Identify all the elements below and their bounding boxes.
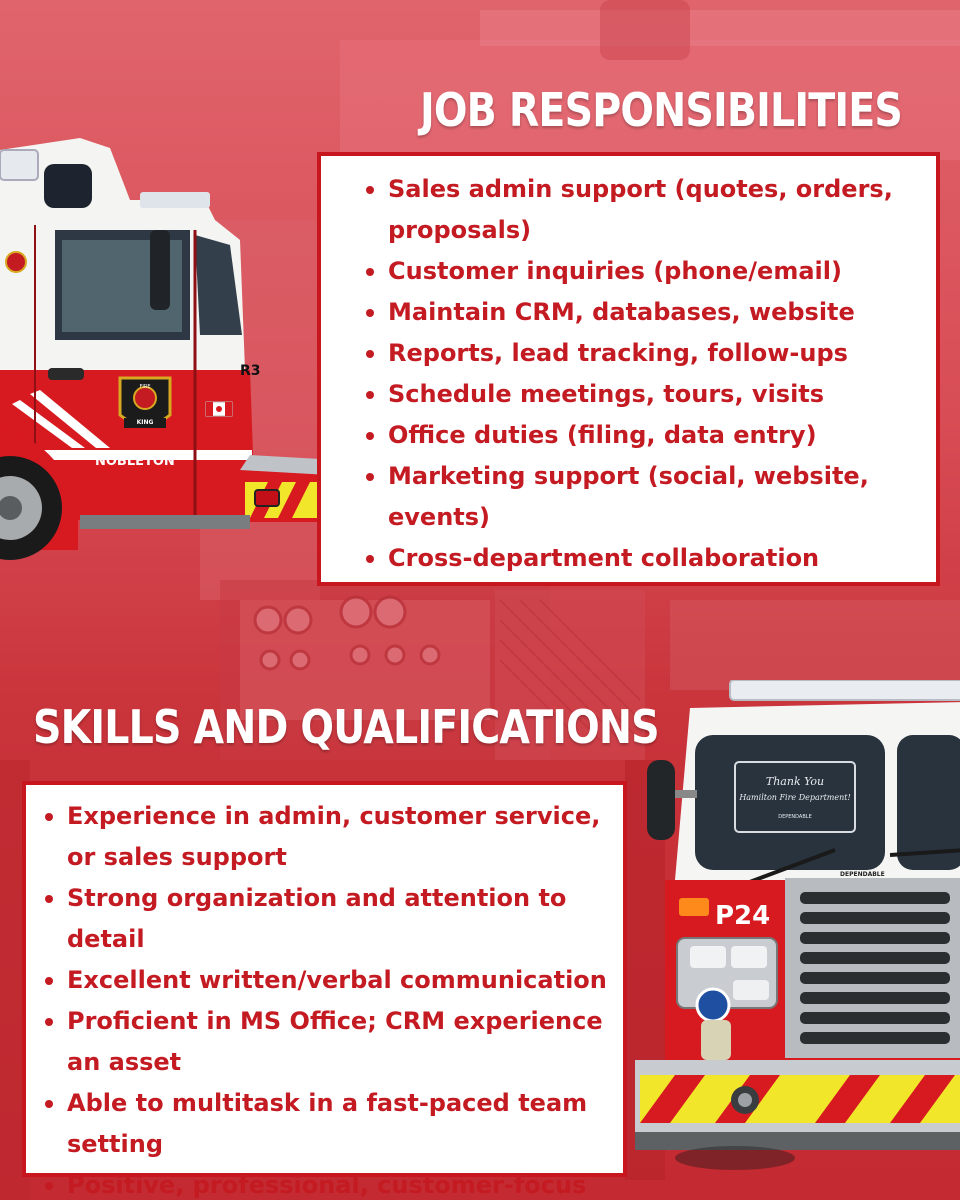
fire-truck-nobleton	[0, 130, 360, 730]
windshield-line-1: Thank You	[765, 775, 825, 788]
skills-qualifications-list	[43, 796, 623, 1200]
responsibility-item: Maintain CRM, databases, website	[364, 292, 936, 333]
skills-qualifications-heading: SKILLS AND QUALIFICATIONS	[33, 700, 659, 754]
windshield-line-2: Hamilton Fire Department!	[739, 793, 851, 802]
windshield-brand: DEPENDABLE	[778, 814, 812, 820]
responsibility-item: Marketing support (social, website, events)	[364, 456, 936, 538]
truck-unit-p24: P24	[715, 901, 771, 931]
job-responsibilities-heading: JOB RESPONSIBILITIES	[420, 83, 903, 137]
qualification-item: Experience in admin, customer service, or sales support	[43, 796, 623, 878]
job-responsibilities-box	[317, 152, 940, 586]
badge-line-1: FIRE	[139, 384, 151, 390]
qualification-item: Proficient in MS Office; CRM experience an asset	[43, 1001, 623, 1083]
skills-qualifications-box	[22, 781, 627, 1199]
badge-town: KING	[136, 419, 154, 426]
responsibility-item: Customer inquiries (phone/email)	[364, 251, 936, 292]
truck-unit-r3: R3	[240, 363, 261, 379]
responsibility-item: Schedule meetings, tours, visits	[364, 374, 936, 415]
responsibility-item: Reports, lead tracking, follow-ups	[364, 333, 936, 374]
qualification-item: Positive, professional, customer-focus	[43, 1165, 623, 1200]
siren-light-icon	[730, 680, 960, 700]
job-responsibilities-list	[364, 169, 936, 579]
fire-truck-p24	[635, 680, 960, 1170]
qualification-item: Excellent written/verbal communication	[43, 960, 623, 1001]
responsibility-item: Cross-department collaboration	[364, 538, 936, 579]
qualification-item: Strong organization and attention to detail	[43, 878, 623, 960]
responsibility-item: Office duties (filing, data entry)	[364, 415, 936, 456]
truck-station-name: NOBLETON	[95, 454, 175, 469]
responsibility-item: Sales admin support (quotes, orders, proposals)	[364, 169, 936, 251]
canada-flag-icon	[206, 402, 232, 416]
qualification-item: Able to multitask in a fast-paced team setting	[43, 1083, 623, 1165]
grille-brand: DEPENDABLE	[840, 871, 885, 878]
